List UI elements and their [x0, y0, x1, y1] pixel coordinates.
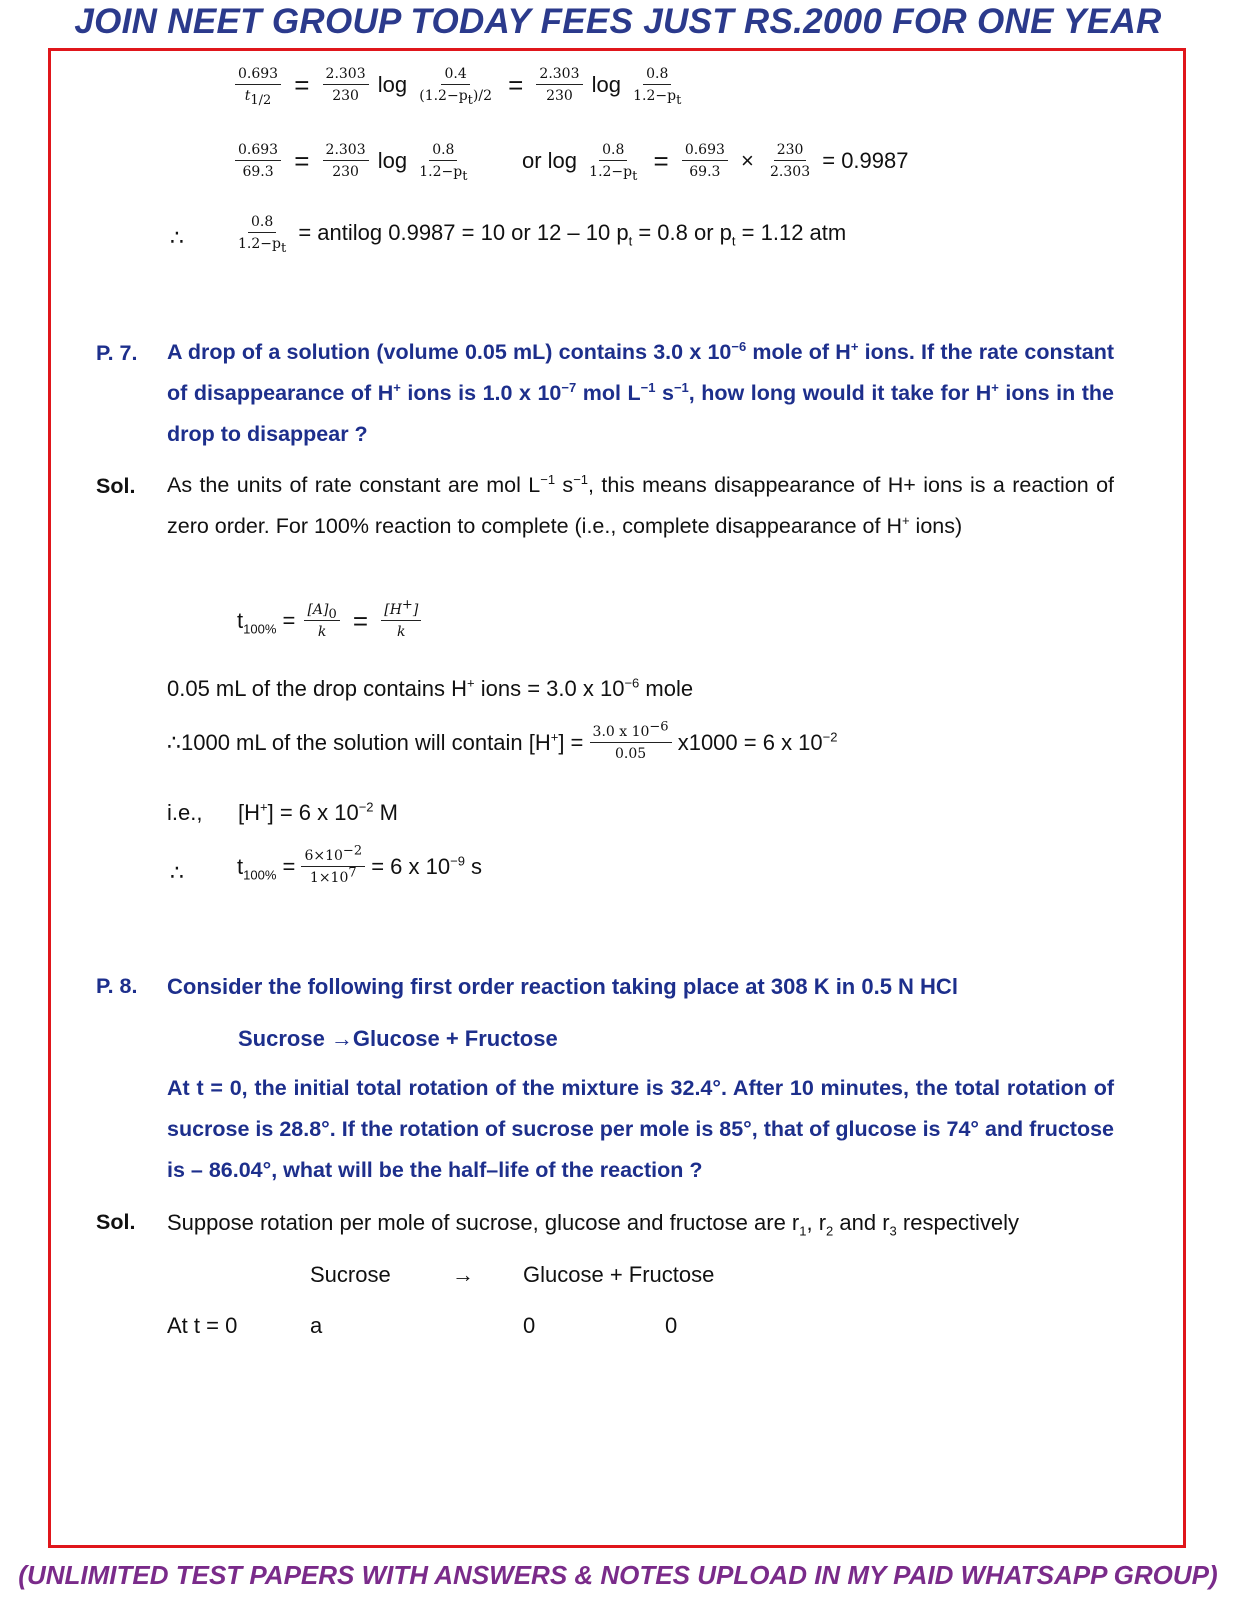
fraction: $\frac{0.4}{(1.2-p_t)/2}$: [419, 66, 492, 108]
fraction: $\frac{6\times 10^{-2}}{1\times 10^7}$: [301, 848, 365, 886]
table-header-products: Glucose + Fructose: [523, 1262, 715, 1287]
solution-concentration-line: ∴1000 mL of the solution will contain [H+] = $\frac{3.0 x 10^{-6}}{0.05}$ x1000 = 6 x $10^{-2}$: [167, 719, 838, 762]
fraction: $\frac{0.8}{1.2-p_t}$: [633, 66, 682, 108]
fraction: $\frac{[H^+]}{k}$: [381, 602, 421, 640]
table-header-sucrose: Sucrose: [310, 1262, 391, 1287]
ie-label: i.e.,: [167, 800, 203, 825]
hplus-molarity: [H+] = 6 x $10^{-2}$ M: [238, 799, 398, 825]
equation-line-2: $\frac{0.693}{69.3}$ = $\frac{2.303}{230}$ log $\frac{0.8}{1.2-p_t}$: [232, 142, 473, 180]
therefore-symbol: ∴: [170, 860, 184, 885]
solution-label-p7: Sol.: [96, 474, 136, 498]
question-text-p8: At t = 0, the initial total rotation of the mixture is 32.4°. After 10 minutes, the total rotation of sucrose is 28.8°. If the rotation of sucrose per mole is 85°, that of glucose is 74° and fructose is – 86.04°, what will be the half–life of the reaction ?: [167, 1076, 1114, 1182]
question-line1-p8: Consider the following first order reaction taking place at 308 K in 0.5 N HCl: [167, 974, 958, 999]
question-label-p7: P. 7.: [96, 341, 138, 365]
table-row-t0-label: At t = 0: [167, 1313, 238, 1338]
drop-hplus-line: 0.05 mL of the drop contains H+ ions = 3.0 x $10^{-6}$ mole: [167, 675, 694, 701]
question-label-p8: P. 8.: [96, 974, 138, 998]
table-row-t0-sucrose: a: [310, 1313, 323, 1338]
question-text-p7: A drop of a solution (volume 0.05 mL) contains 3.0 x $10^{-6}$ mole of H+ ions. If the rate constant of disappearance of H+ ions is 1.0 x $10^{-7}$ mol $L^{-1}$ $s^{-1}$, how long would it take for H+ ions in the drop to disappear ?: [167, 338, 1115, 446]
fraction: $\frac{0.693}{t_{1/2}}$: [235, 66, 281, 104]
t100-final-equation: $t_{100\%}$ = $\frac{6\times 10^{-2}}{1\times 10^7}$ = 6 x $10^{-9}$ s: [237, 843, 483, 886]
reaction-equation-p8: Sucrose →Glucose + Fructose: [238, 1026, 558, 1051]
fraction: $\frac{2.303}{230}$: [323, 142, 369, 180]
fraction: $\frac{[A]_0}{k}$: [304, 602, 339, 640]
table-row-t0-fructose: 0: [665, 1313, 678, 1338]
table-header-arrow: →: [452, 1262, 474, 1287]
fraction: $\frac{0.693}{69.3}$: [235, 142, 281, 180]
fraction: $\frac{2.303}{230}$: [536, 66, 582, 104]
solution-text-p7: As the units of rate constant are mol $L^{-1}$ $s^{-1}$, this means disappearance of H+ ions is a reaction of zero order. For 100% reaction to complete (i.e., complete disappearance of H+ ions): [167, 471, 1115, 538]
fraction: $\frac{0.8}{1.2-p_t}$: [419, 142, 468, 184]
fraction: $\frac{0.8}{1.2-p_t}$: [238, 214, 287, 256]
page-header-banner: JOIN NEET GROUP TODAY FEES JUST RS.2000 FOR ONE YEAR: [74, 2, 1162, 41]
page-footer-banner: (UNLIMITED TEST PAPERS WITH ANSWERS & NOTES UPLOAD IN MY PAID WHATSAPP GROUP): [18, 1560, 1218, 1590]
fraction: $\frac{0.693}{69.3}$: [682, 142, 728, 180]
fraction: $\frac{3.0 x 10^{-6}}{0.05}$: [590, 724, 672, 762]
equation-line-2b: or log $\frac{0.8}{1.2-p_t}$ = $\frac{0.693}{69.3}$ × $\frac{230}{2.303}$ = 0.9987: [522, 142, 909, 184]
equation-line-1: $\frac{0.693}{t_{1/2}}$ = $\frac{2.303}{230}$ log $\frac{0.4}{(1.2-p_t)/2}$ = $\frac{2.303}{230}$ log $\frac{0.8}{1.2-p_t}$: [232, 66, 687, 104]
fraction: $\frac{230}{2.303}$: [770, 142, 811, 180]
fraction: $\frac{0.8}{1.2-p_t}$: [589, 142, 638, 184]
t100-rate-equation: $t_{100\%}$ = $\frac{[A]_0}{k}$ = $\frac{[H^+]}{k}$: [237, 602, 424, 640]
solution-label-p8: Sol.: [96, 1210, 136, 1234]
equation-line-3: $\frac{0.8}{1.2-p_t}$ = antilog 0.9987 = 10 or 12 – 10 $p_t = 0.8$ or $p_t = 1.12$ atm: [232, 214, 846, 252]
therefore-symbol: ∴: [170, 225, 184, 250]
solution-line-p8: Suppose rotation per mole of sucrose, glucose and fructose are $r_1$, $r_2$ and $r_3$ respectively: [167, 1210, 1020, 1239]
table-row-t0-glucose: 0: [523, 1313, 536, 1338]
fraction: $\frac{2.303}{230}$: [323, 66, 369, 104]
